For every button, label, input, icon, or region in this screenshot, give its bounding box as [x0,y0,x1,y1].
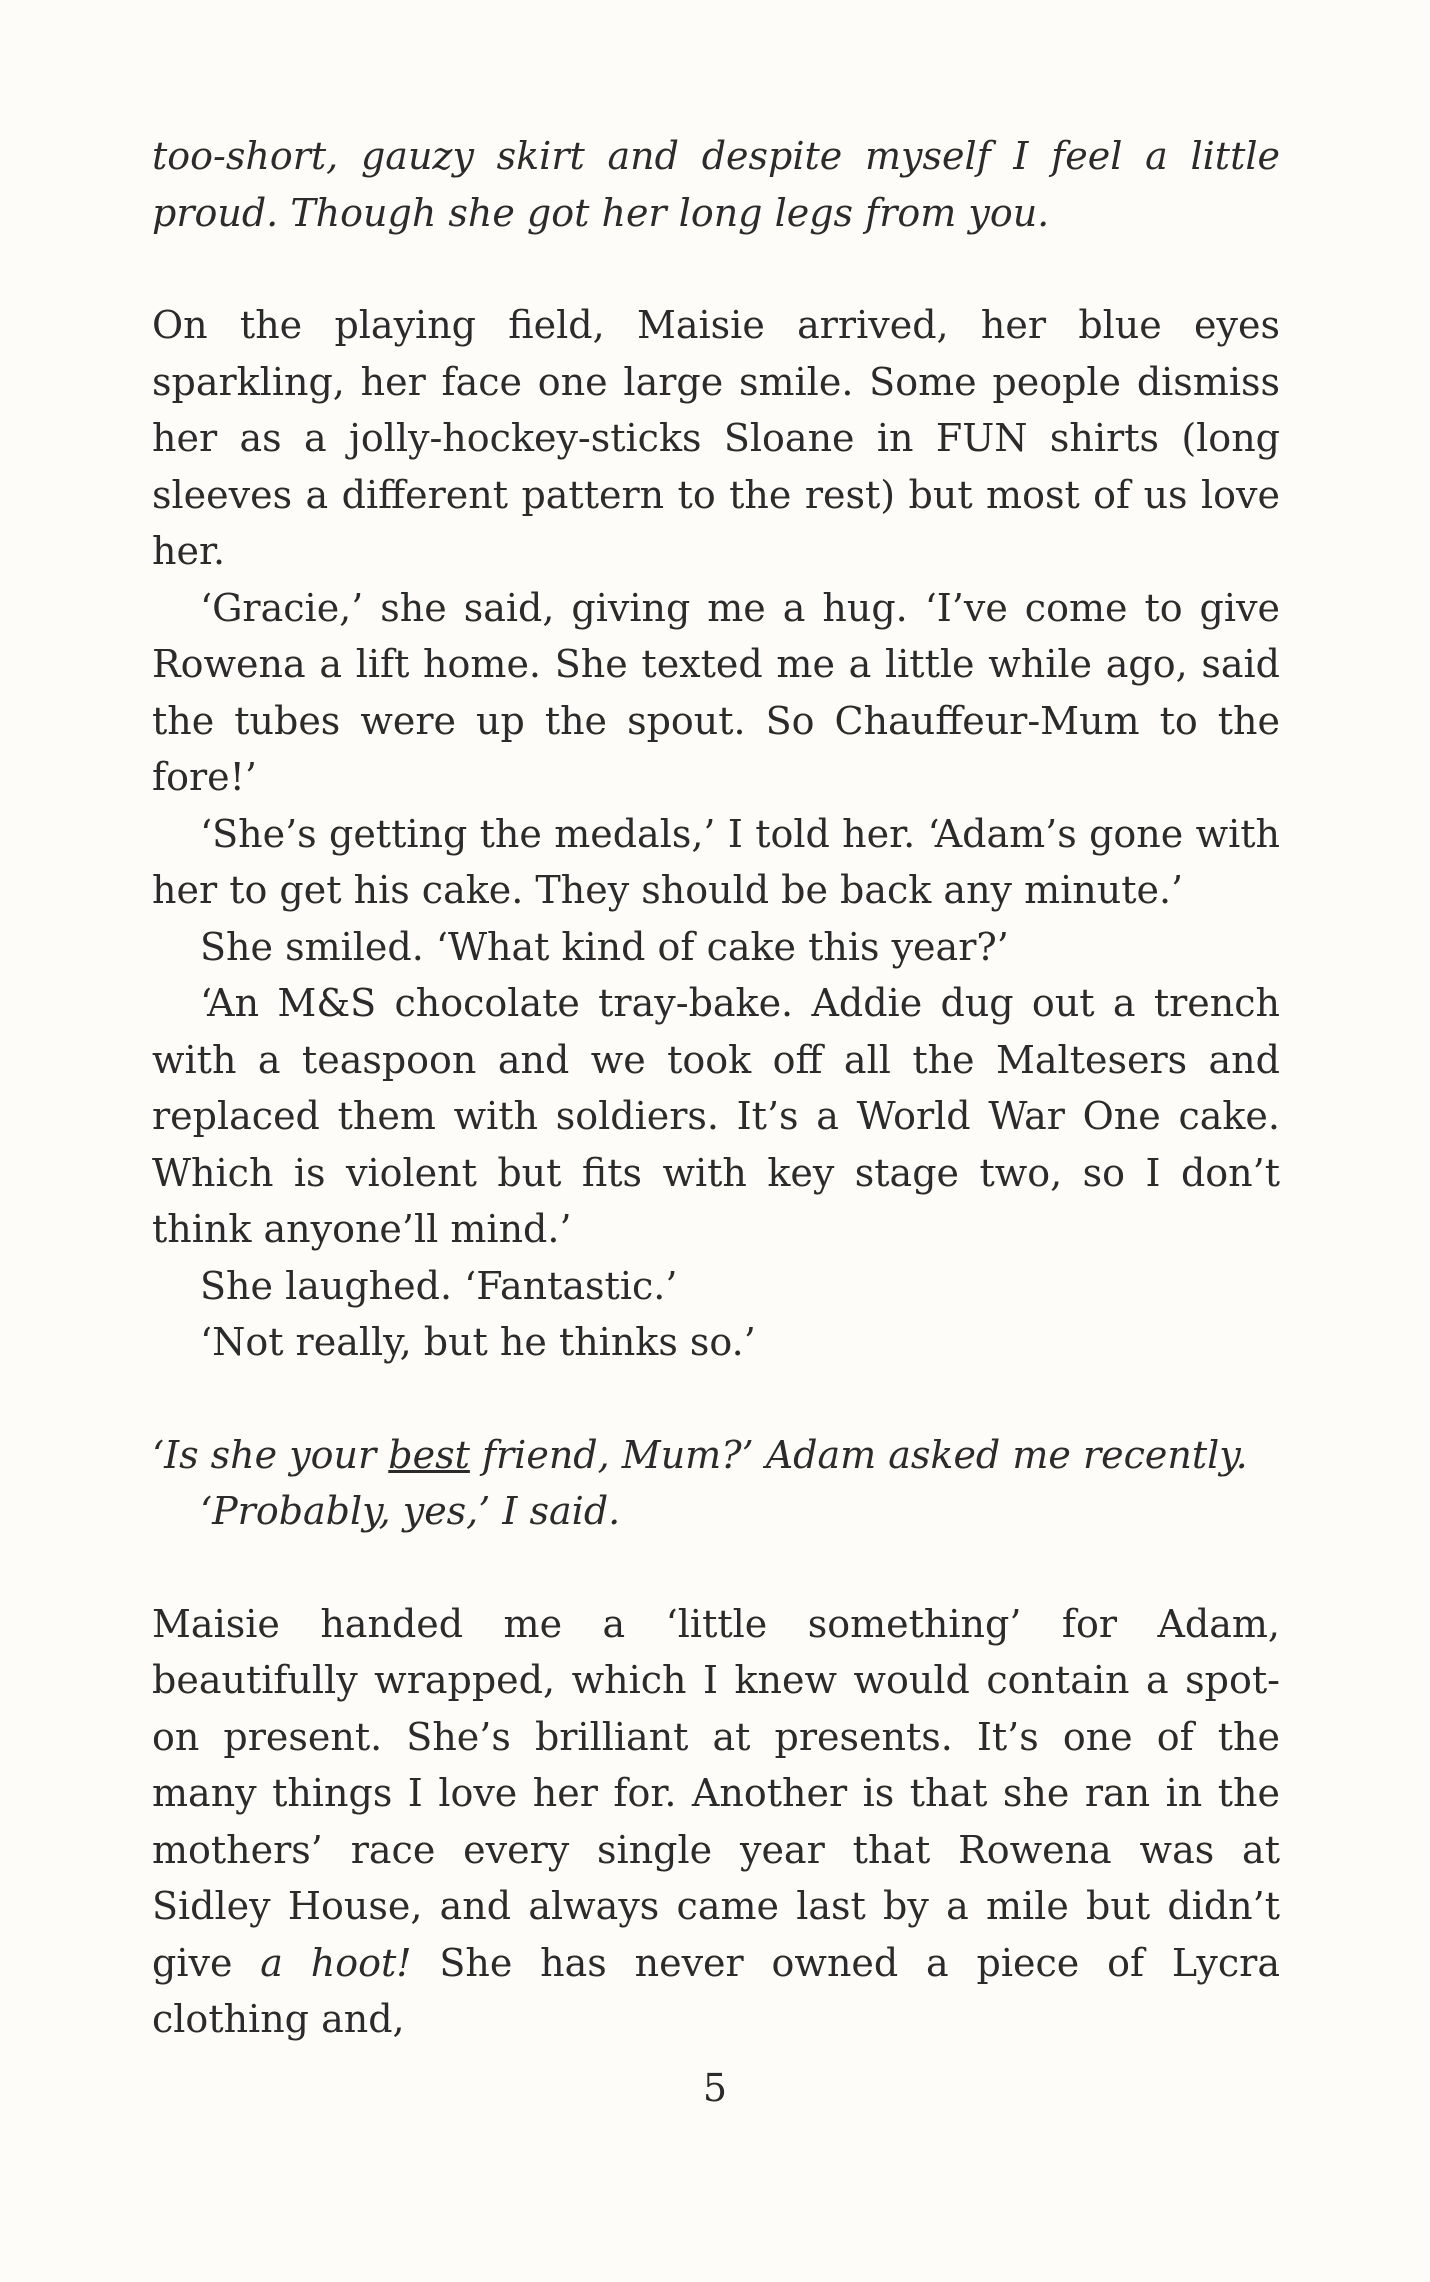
underlined-word: best [388,1432,470,1477]
page-number: 5 [702,2066,728,2110]
paragraph-8: ‘Not really, but he thinks so.’ [200,1320,756,1364]
paragraph-11 [152,1596,1280,2048]
paragraph-11-start: Maisie handed me a ‘little something’ for Adam, beautifully wrapped, which I knew would contain a spot-on present. She’s brilliant at presents. It’s one of the many things I love her for. Another is that she ran in the mothers’ race every single year that Rowena was at Sidley House, and always came last by a mile but didn’t give [152,1601,1280,1985]
paragraph-9-start: ‘Is she your [152,1432,389,1477]
page-text [152,128,1280,2048]
paragraph-10: ‘Probably, yes,’ I said. [200,1489,621,1533]
section-gap [152,1540,1280,1596]
paragraph-9-end: friend, Mum?’ Adam asked me recently. [469,1432,1248,1477]
paragraph-6: ‘An M&S chocolate tray-bake. Addie dug out a trench with a teaspoon and we took off all the Maltesers and replaced them with soldiers. It’s a World War One cake. Which is violent but fits with key stage two, so I don’t think anyone’ll mind.’ [152,981,1280,1251]
paragraph-5: She smiled. ‘What kind of cake this year?’ [200,924,1009,969]
paragraph-9 [152,1427,1280,1484]
italic-phrase: a hoot! [260,1940,412,1985]
paragraph-11-end: She has never owned a piece of Lycra clothing and, [152,1940,1280,2041]
paragraph-3: ‘Gracie,’ she said, giving me a hug. ‘I’ve come to give Rowena a lift home. She texted me a little while ago, said the tubes were up the spout. So Chauffeur-Mum to the fore!’ [152,585,1280,799]
paragraph-1: too-short, gauzy skirt and despite myself I feel a little proud. Though she got her long legs from you. [152,134,1280,235]
section-gap [152,241,1280,297]
paragraph-7: She laughed. ‘Fantastic.’ [200,1263,678,1308]
section-gap [152,1371,1280,1427]
paragraph-2: On the playing field, Maisie arrived, her blue eyes sparkling, her face one large smile. Some people dismiss her as a jolly-hockey-sticks Sloane in FUN shirts (long sleeves a different pattern to the rest) but most of us love her. [152,303,1280,573]
paragraph-4: ‘She’s getting the medals,’ I told her. ‘Adam’s gone with her to get his cake. They should be back any minute.’ [152,811,1280,912]
